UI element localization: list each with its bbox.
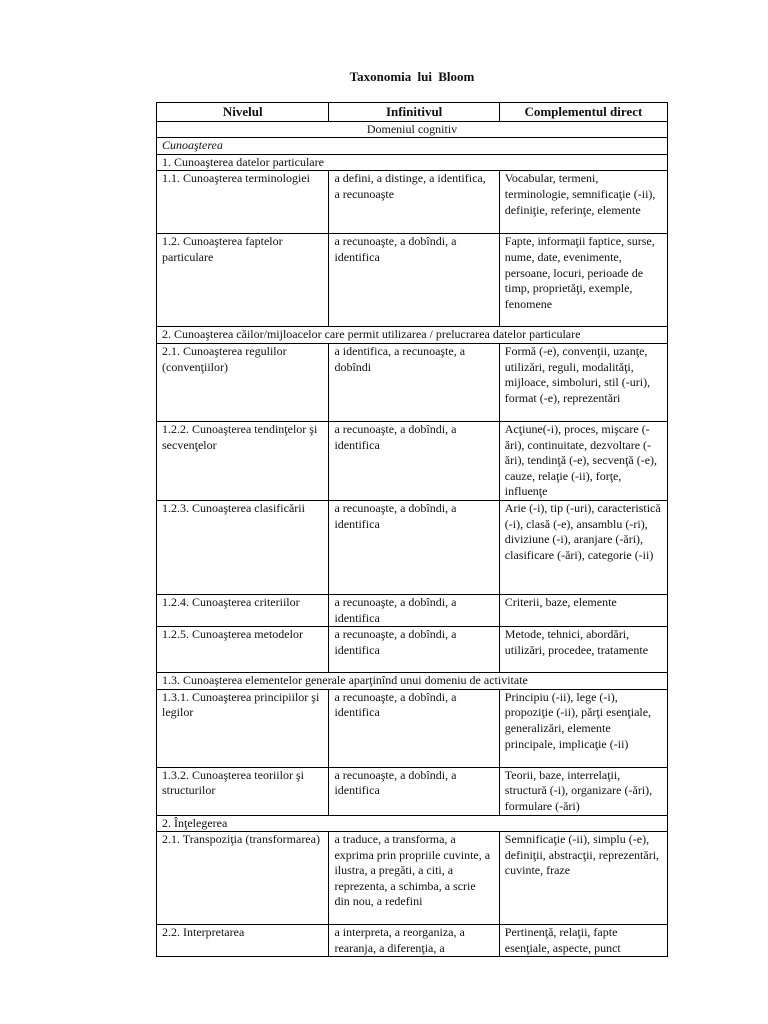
cell-nivelul: 1.2.2. Cunoaşterea tendinţelor şi secvenţelor — [157, 421, 329, 500]
table-row — [157, 627, 668, 673]
header-complementul-direct: Complementul direct — [499, 103, 667, 122]
section-row — [157, 154, 668, 171]
cell-complementul-direct: Fapte, informaţii faptice, surse, nume, date, evenimente, persoane, locuri, perioade de timp, proprietăţi, exemple, fenomene — [499, 234, 667, 327]
bloom-taxonomy-table — [156, 102, 668, 957]
cell-nivelul: 1.2.5. Cunoaşterea metodelor — [157, 627, 329, 673]
cell-nivelul: 2.2. Interpretarea — [157, 925, 329, 957]
cell-complementul-direct: Formă (-e), convenţii, uzanţe, utilizări, reguli, modalităţi, mijloace, simboluri, stil (-uri), format (-e), reprezentări — [499, 343, 667, 421]
cell-nivelul: 1.1. Cunoaşterea terminologiei — [157, 171, 329, 234]
table-row — [157, 421, 668, 500]
document-title: Taxonomia lui Bloom — [349, 69, 475, 84]
table-row — [157, 832, 668, 925]
cell-complementul-direct: Arie (-i), tip (-uri), caracteristică (-i), clasă (-e), ansamblu (-ri), diviziune (-i), aranjare (-ări), clasificare (-ări), categorie (-ii) — [499, 500, 667, 594]
section-row — [157, 327, 668, 344]
table-row — [157, 925, 668, 957]
cell-infinitivul: a traduce, a transforma, a exprima prin propriile cuvinte, a ilustra, a pregăti, a citi, a reprezenta, a schimba, a scrie din nou, a redefini — [329, 832, 499, 925]
cell-nivelul: 1.2.4. Cunoaşterea criteriilor — [157, 594, 329, 626]
cell-nivelul: 1.3.2. Cunoaşterea teoriilor şi structurilor — [157, 767, 329, 815]
header-infinitivul: Infinitivul — [329, 103, 499, 122]
cell-infinitivul: a recunoaşte, a dobîndi, a identifica — [329, 767, 499, 815]
cell-infinitivul: a recunoaşte, a dobîndi, a identifica — [329, 500, 499, 594]
cell-nivelul: 2.1. Transpoziţia (transformarea) — [157, 832, 329, 925]
section-heading: Cunoaşterea — [157, 138, 668, 155]
cell-nivelul: 1.2. Cunoaşterea faptelor particulare — [157, 234, 329, 327]
section-heading: Domeniul cognitiv — [157, 121, 668, 138]
table-row — [157, 500, 668, 594]
cell-nivelul: 2.1. Cunoaşterea regulilor (convenţiilor) — [157, 343, 329, 421]
section-heading: 2. Înţelegerea — [157, 815, 668, 832]
cell-infinitivul: a recunoaşte, a dobîndi, a identifica — [329, 689, 499, 767]
cell-nivelul: 1.3.1. Cunoaşterea principiilor şi legilor — [157, 689, 329, 767]
section-row — [157, 138, 668, 155]
table-row — [157, 767, 668, 815]
table-row — [157, 594, 668, 626]
cell-infinitivul: a recunoaşte, a dobîndi, a identifica — [329, 627, 499, 673]
table-row — [157, 171, 668, 234]
cell-complementul-direct: Semnificaţie (-ii), simplu (-e), definiţii, abstracţii, reprezentări, cuvinte, fraze — [499, 832, 667, 925]
cell-complementul-direct: Acţiune(-i), proces, mişcare (-ări), continuitate, dezvoltare (-ări), tendinţă (-e), secvenţă (-e), cauze, relaţie (-ii), forţe, influenţe — [499, 421, 667, 500]
cell-infinitivul: a recunoaşte, a dobîndi, a identifica — [329, 421, 499, 500]
cell-complementul-direct: Teorii, baze, interrelaţii, structură (-i), organizare (-ări), formulare (-ări) — [499, 767, 667, 815]
cell-complementul-direct: Principiu (-ii), lege (-i), propoziţie (-ii), părţi esenţiale, generalizări, elemente principale, implicaţie (-ii) — [499, 689, 667, 767]
table-row — [157, 343, 668, 421]
cell-infinitivul: a recunoaşte, a dobîndi, a identifica — [329, 594, 499, 626]
cell-infinitivul: a interpreta, a reorganiza, a rearanja, a diferenţia, a — [329, 925, 499, 957]
cell-complementul-direct: Metode, tehnici, abordări, utilizări, procedee, tratamente — [499, 627, 667, 673]
section-row — [157, 673, 668, 690]
table-row — [157, 689, 668, 767]
section-row — [157, 121, 668, 138]
section-heading: 2. Cunoaşterea căilor/mijloacelor care permit utilizarea / prelucrarea datelor particulare — [157, 327, 668, 344]
cell-complementul-direct: Pertinenţă, relaţii, fapte esenţiale, aspecte, punct — [499, 925, 667, 957]
cell-infinitivul: a defini, a distinge, a identifica, a recunoaşte — [329, 171, 499, 234]
section-heading: 1. Cunoaşterea datelor particulare — [157, 154, 668, 171]
table-row — [157, 234, 668, 327]
cell-infinitivul: a recunoaşte, a dobîndi, a identifica — [329, 234, 499, 327]
table-header-row — [157, 103, 668, 122]
cell-complementul-direct: Criterii, baze, elemente — [499, 594, 667, 626]
section-heading: 1.3. Cunoaşterea elementelor generale aparţinînd unui domeniu de activitate — [157, 673, 668, 690]
section-row — [157, 815, 668, 832]
cell-complementul-direct: Vocabular, termeni, terminologie, semnificaţie (-ii), definiţie, referinţe, elemente — [499, 171, 667, 234]
table-body — [157, 121, 668, 957]
cell-infinitivul: a identifica, a recunoaşte, a dobîndi — [329, 343, 499, 421]
cell-nivelul: 1.2.3. Cunoaşterea clasificării — [157, 500, 329, 594]
header-nivelul: Nivelul — [157, 103, 329, 122]
